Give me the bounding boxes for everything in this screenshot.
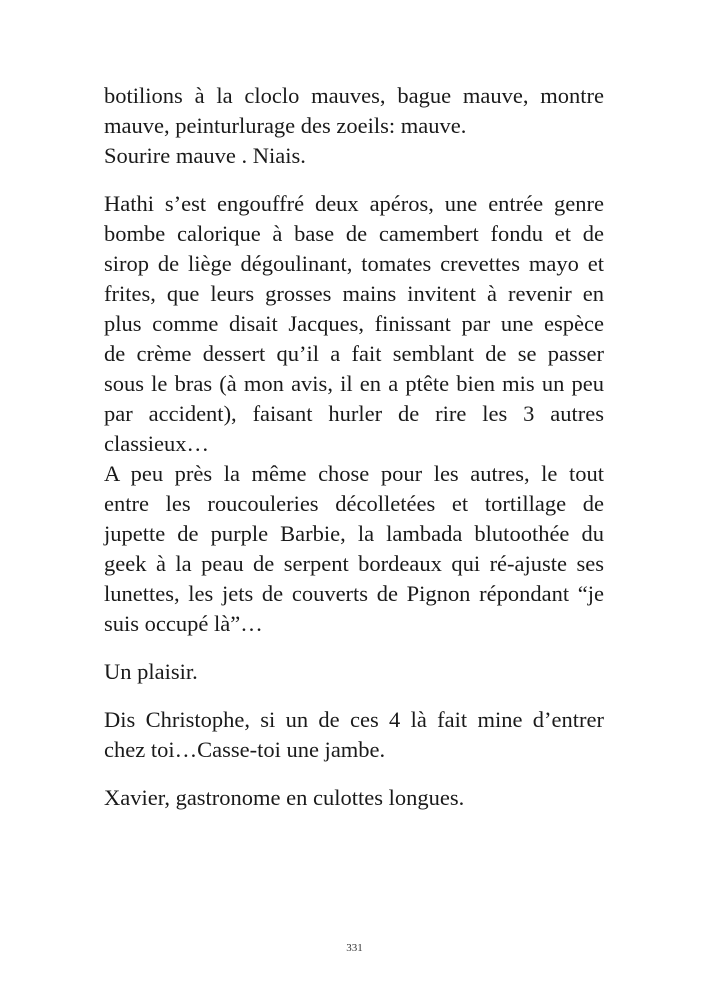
text-line: botilions à la cloclo mauves, bague mauve, montre (104, 83, 604, 108)
page-body (104, 81, 604, 813)
text-line: suis occupé là”… (104, 611, 263, 636)
text-line: sous le bras (à mon avis, il en a ptête bien mis un peu (104, 371, 604, 396)
paragraph (104, 705, 604, 765)
paragraph-gap (104, 639, 604, 657)
text-line: classieux… (104, 431, 209, 456)
text-line: Xavier, gastronome en culottes longues. (104, 785, 465, 810)
text-line: Sourire mauve . Niais. (104, 143, 306, 168)
page-number: 331 (346, 942, 363, 954)
text-line: entre les roucouleries décolletées et tortillage de (104, 491, 604, 516)
text-line: de crème dessert qu’il a fait semblant de se passer (104, 341, 604, 366)
paragraph (104, 459, 604, 639)
text-line: Hathi s’est engouffré deux apéros, une entrée genre (104, 191, 604, 216)
text-line: Un plaisir. (104, 659, 198, 684)
paragraph-gap (104, 171, 604, 189)
text-line: mauve, peinturlurage des zoeils: mauve. (104, 113, 467, 138)
text-line: A peu près la même chose pour les autres, le tout (104, 461, 604, 486)
text-line: bombe calorique à base de camembert fondu et de (104, 221, 604, 246)
text-line: geek à la peau de serpent bordeaux qui ré-ajuste ses (104, 551, 604, 576)
text-line: plus comme disait Jacques, finissant par une espèce (104, 311, 604, 336)
text-line: par accident), faisant hurler de rire les 3 autres (104, 401, 604, 426)
text-line: frites, que leurs grosses mains invitent à revenir en (104, 281, 604, 306)
text-line: lunettes, les jets de couverts de Pignon répondant “je (104, 581, 604, 606)
paragraph (104, 81, 604, 141)
text-line: chez toi…Casse-toi une jambe. (104, 737, 386, 762)
text-line: Dis Christophe, si un de ces 4 là fait mine d’entrer (104, 707, 604, 732)
paragraph (104, 657, 604, 687)
text-line: jupette de purple Barbie, la lambada blutoothée du (104, 521, 604, 546)
paragraph-gap (104, 765, 604, 783)
paragraph (104, 783, 604, 813)
paragraph (104, 189, 604, 459)
paragraph-gap (104, 687, 604, 705)
text-line: sirop de liège dégoulinant, tomates crevettes mayo et (104, 251, 604, 276)
paragraph (104, 141, 604, 171)
